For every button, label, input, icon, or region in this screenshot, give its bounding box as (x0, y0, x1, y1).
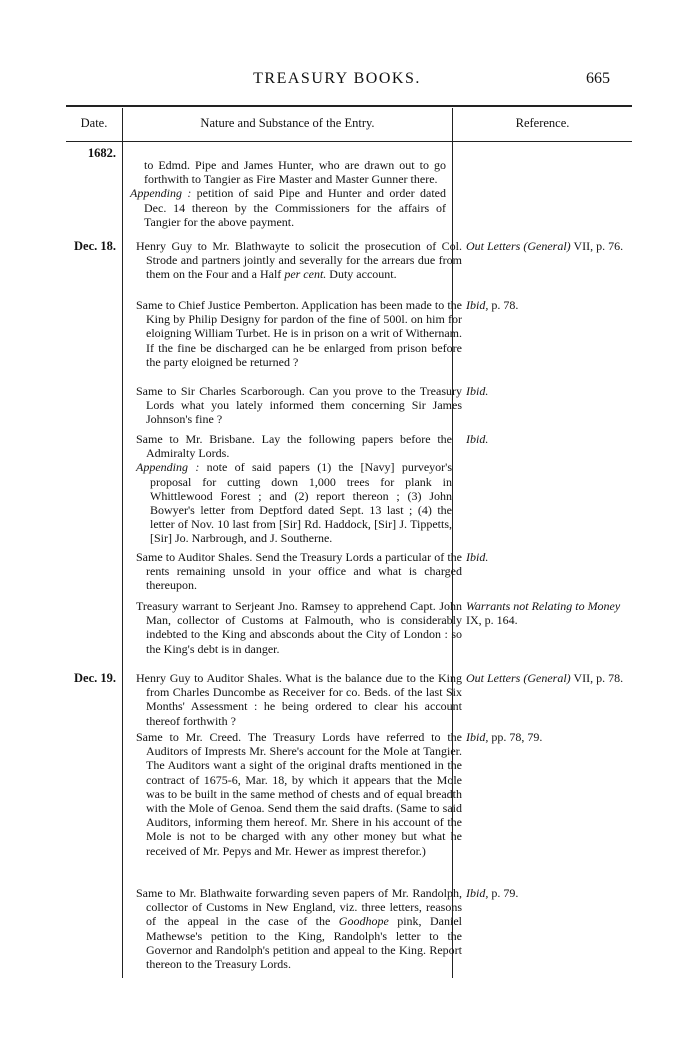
column-heading-reference: Reference. (515, 116, 570, 130)
entry-appending (130, 186, 446, 229)
reference-italic: Out Letters (General) (466, 239, 571, 253)
entry-text-part: Henry Guy to Mr. Blathwayte to solicit the prosecution of Col. Strode and partners jointly and severally for the arrears due from them on the Four and a Half (136, 239, 462, 282)
entry-duncombe: Henry Guy to Auditor Shales. What is the balance due to the King from Charles Duncombe as Receiver for co. Beds. of the last Six Months' Assessment : he being ordered to clear his account thereof forthwith ? (136, 671, 462, 728)
entry-appending (136, 460, 452, 545)
reference-plain: VII, p. 78. (570, 671, 624, 685)
entry-pemberton: Same to Chief Justice Pemberton. Application has been made to the King by Philip Designy for pardon of the fine of 500l. on him for eloigning William Turbet. He is in prison on a writ of Withernam. If the fine be discharged can he be enlarged from prison before the party eloigned be returned ? (136, 298, 462, 369)
appending-label: Appending : (136, 460, 200, 475)
reference-plain: p. 79. (488, 886, 519, 900)
reference-6 (466, 599, 626, 627)
entry-text-part: Same to Mr. Blathwaite forwarding seven papers of Mr. Randolph, collector of Customs in New England, viz. three letters, reasons of the appeal in the case of the (136, 886, 462, 929)
table-top-rule (66, 105, 632, 107)
entry-creed: Same to Mr. Creed. The Treasury Lords have referred to the Auditors of Imprests Mr. Shere's account for the Mole at Tangier. The Auditors want a sight of the original drafts mentioned in the contract of 1675-6, Mar. 18, by which it appears that the Mole was to be built in the same method of chests and of equal breadth with the Mole of Genoa. Send them the said drafts. (Same to said Auditors, informing them hereof. Mr. Shere in his account of the Mole is not to be charged with any other money but what he received of Mr. Pepys and Mr. Hewer as imprest therefor.) (136, 730, 462, 858)
reference-italic: Ibid, (466, 886, 489, 900)
appending-label: Appending : (130, 186, 192, 201)
entry-shales-rents: Same to Auditor Shales. Send the Treasury Lords a particular of the rents remaining unsold in your office and what is charged thereupon. (136, 550, 462, 593)
entry-text: to Edmd. Pipe and James Hunter, who are drawn out to go forthwith to Tangier as Fire Master and Master Gunner there. (144, 158, 446, 187)
entry-treasury-warrant: Treasury warrant to Serjeant Jno. Ramsey to apprehend Capt. John Man, collector of Customs at Falmouth, who is considerably indebted to the King and absconds about the City of London : so the King's debt is in danger. (136, 599, 462, 656)
reference-italic: Ibid, (466, 730, 489, 744)
reference-7 (466, 671, 626, 685)
entry-scarborough: Same to Sir Charles Scarborough. Can you prove to the Treasury Lords what you lately informed them concerning Sir James Johnson's fine ? (136, 384, 462, 427)
entry-text-part: Duty account. (326, 267, 397, 282)
entry-text: Same to Mr. Brisbane. Lay the following papers before the Admiralty Lords. (136, 432, 452, 461)
date-dec-19: Dec. 19. (74, 671, 116, 685)
table-header-rule (66, 141, 632, 142)
appending-text: note of said papers (1) the [Navy] purveyor's proposal for cutting down 1,000 trees for plank in Whittlewood Forest ; and (2) report thereon ; (3) John Bowyer's letter from Deptford dated Sept. 13 last ; (4) the letter of Nov. 10 last from [Sir] Rd. Haddock, [Sir] J. Tippetts, [Sir] Jo. Narbrough, and J. Southerne. (150, 460, 452, 546)
column-divider-left (122, 108, 123, 978)
reference-8 (466, 730, 626, 744)
reference-4 (466, 432, 626, 446)
reference-italic: Warrants not Relating to Money (466, 599, 621, 613)
date-year: 1682. (87, 146, 116, 160)
column-heading-date: Date. (80, 116, 108, 130)
reference-plain: VII, p. 76. (570, 239, 624, 253)
entry-text-part: pink, Daniel Mathewse's petition to the King, Randolph's letter to the Governor and Randolph's petition and appeal to the King. Report thereon to the Treasury Lords. (146, 914, 462, 972)
column-heading-nature: Nature and Substance of the Entry. (200, 116, 375, 130)
reference-3 (466, 384, 626, 398)
entry-continuation (130, 158, 446, 229)
reference-italic: Ibid. (466, 384, 489, 398)
reference-2 (466, 298, 626, 312)
appending-text: petition of said Pipe and Hunter and order dated Dec. 14 thereon by the Commissioners for the affairs of Tangier for the above payment. (144, 186, 446, 229)
reference-italic: Out Letters (General) (466, 671, 571, 685)
reference-italic: Ibid. (466, 432, 489, 446)
entry-brisbane (136, 432, 452, 546)
reference-1 (466, 239, 626, 253)
reference-plain: IX, p. 164. (466, 613, 518, 628)
reference-plain: pp. 78, 79. (488, 730, 543, 744)
entry-text-italic: Goodhope (338, 914, 389, 929)
reference-5 (466, 550, 626, 564)
entry-text-italic: per cent. (284, 267, 327, 282)
entry-randolph (136, 886, 462, 971)
running-title: TREASURY BOOKS. (253, 70, 421, 87)
page-number: 665 (586, 70, 610, 87)
reference-italic: Ibid. (466, 550, 489, 564)
reference-italic: Ibid, (466, 298, 489, 312)
reference-9 (466, 886, 626, 900)
date-dec-18: Dec. 18. (74, 239, 116, 253)
reference-plain: p. 78. (488, 298, 519, 312)
entry-guy-blathwayte (136, 239, 462, 282)
